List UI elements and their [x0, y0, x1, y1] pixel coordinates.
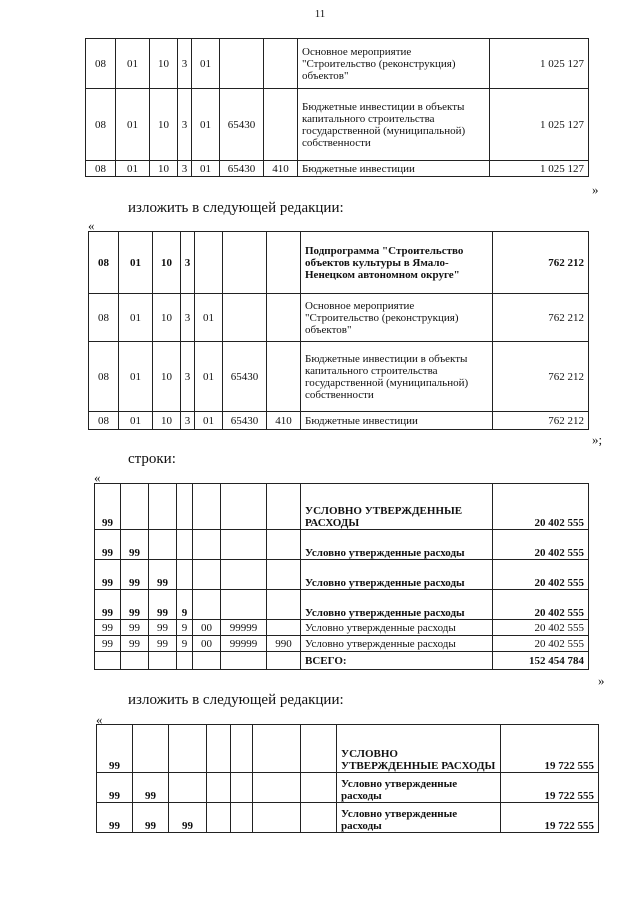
code-cell: 65430 [220, 89, 264, 161]
row-value: 19 722 555 [501, 773, 599, 803]
code-cell: 99 [95, 560, 121, 590]
code-cell: 99 [95, 590, 121, 620]
code-cell: 99 [97, 773, 133, 803]
row-value: 1 025 127 [490, 161, 589, 177]
code-cell: 01 [192, 39, 220, 89]
row-value: 762 212 [493, 412, 589, 430]
row-name: Условно утвержденные расходы [337, 803, 501, 833]
code-cell [195, 232, 223, 294]
code-cell [253, 773, 301, 803]
table-row [95, 620, 589, 636]
row-value: 1 025 127 [490, 89, 589, 161]
code-cell [253, 725, 301, 773]
page-number: 11 [314, 8, 326, 20]
table-row [89, 342, 589, 412]
code-cell: 01 [192, 89, 220, 161]
instruction-redaction-2: изложить в следующей редакции: [128, 692, 344, 708]
code-cell: 99 [121, 560, 149, 590]
code-cell [267, 294, 301, 342]
code-cell [133, 725, 169, 773]
code-cell: 99 [149, 636, 177, 652]
table-row [89, 294, 589, 342]
code-cell: 99 [121, 620, 149, 636]
row-value: 20 402 555 [493, 484, 589, 530]
instruction-redaction-1: изложить в следующей редакции: [128, 200, 344, 216]
code-cell: 99 [169, 803, 207, 833]
row-name: Условно утвержденные расходы [301, 560, 493, 590]
code-cell [149, 652, 177, 670]
code-cell: 410 [267, 412, 301, 430]
code-cell: 99 [121, 590, 149, 620]
code-cell: 3 [178, 89, 192, 161]
budget-table-new-conditional [96, 724, 599, 833]
table-row [95, 484, 589, 530]
code-cell [177, 652, 193, 670]
row-name: Условно утвержденные расходы [301, 620, 493, 636]
closing-quote: » [598, 673, 605, 688]
row-name: Условно утвержденные расходы [301, 590, 493, 620]
code-cell [169, 725, 207, 773]
code-cell: 410 [264, 161, 298, 177]
code-cell [221, 652, 267, 670]
code-cell [231, 803, 253, 833]
code-cell: 3 [181, 232, 195, 294]
code-cell [301, 803, 337, 833]
code-cell [207, 773, 231, 803]
row-value: 19 722 555 [501, 803, 599, 833]
code-cell [193, 652, 221, 670]
code-cell: 65430 [223, 342, 267, 412]
code-cell [301, 725, 337, 773]
table-row [89, 412, 589, 430]
code-cell: 08 [86, 39, 116, 89]
total-label: ВСЕГО: [301, 652, 493, 670]
row-name: Бюджетные инвестиции в объекты капитального строительства государственной (муниципальной) собственности [298, 89, 490, 161]
code-cell [231, 773, 253, 803]
budget-table-new-culture [88, 231, 589, 430]
code-cell: 9 [177, 636, 193, 652]
code-cell: 10 [150, 161, 178, 177]
code-cell [267, 530, 301, 560]
code-cell [301, 773, 337, 803]
row-name: Основное мероприятие "Строительство (реконструкция) объектов" [298, 39, 490, 89]
code-cell [264, 89, 298, 161]
code-cell: 10 [150, 39, 178, 89]
code-cell: 3 [178, 161, 192, 177]
row-name: Основное мероприятие "Строительство (реконструкция) объектов" [301, 294, 493, 342]
code-cell [121, 484, 149, 530]
code-cell [177, 484, 193, 530]
code-cell [95, 652, 121, 670]
code-cell: 99 [133, 803, 169, 833]
code-cell: 65430 [223, 412, 267, 430]
row-value: 762 212 [493, 342, 589, 412]
closing-quote-semicolon: »; [592, 432, 603, 447]
code-cell: 10 [153, 342, 181, 412]
table-row [97, 725, 599, 773]
code-cell: 01 [119, 232, 153, 294]
row-name: Бюджетные инвестиции в объекты капитального строительства государственной (муниципальной) собственности [301, 342, 493, 412]
row-value: 20 402 555 [493, 636, 589, 652]
code-cell [149, 484, 177, 530]
code-cell [169, 773, 207, 803]
code-cell [221, 560, 267, 590]
row-name: Бюджетные инвестиции [301, 412, 493, 430]
code-cell [267, 342, 301, 412]
code-cell [223, 232, 267, 294]
row-value: 20 402 555 [493, 560, 589, 590]
table-row [86, 89, 589, 161]
code-cell [221, 484, 267, 530]
row-name: Подпрограмма "Строительство объектов культуры в Ямало-Ненецком автономном округе" [301, 232, 493, 294]
opening-quote: « [96, 712, 103, 727]
code-cell: 99 [95, 484, 121, 530]
opening-quote: « [94, 470, 101, 485]
code-cell: 01 [119, 412, 153, 430]
code-cell: 99 [95, 620, 121, 636]
code-cell: 08 [89, 232, 119, 294]
instruction-lines: строки: [128, 451, 176, 467]
code-cell [177, 530, 193, 560]
table-row [95, 530, 589, 560]
row-name: УСЛОВНО УТВЕРЖДЕННЫЕ РАСХОДЫ [337, 725, 501, 773]
code-cell: 01 [119, 294, 153, 342]
code-cell: 08 [89, 342, 119, 412]
code-cell [267, 652, 301, 670]
code-cell [223, 294, 267, 342]
code-cell: 01 [195, 412, 223, 430]
row-value: 19 722 555 [501, 725, 599, 773]
code-cell: 99 [121, 636, 149, 652]
budget-table-old-culture [85, 38, 589, 177]
code-cell: 9 [177, 590, 193, 620]
code-cell: 3 [181, 412, 195, 430]
table-row-total [95, 652, 589, 670]
code-cell [221, 530, 267, 560]
row-name: Условно утвержденные расходы [337, 773, 501, 803]
code-cell: 01 [195, 342, 223, 412]
table-row [86, 39, 589, 89]
code-cell [193, 590, 221, 620]
code-cell [267, 590, 301, 620]
code-cell: 01 [116, 161, 150, 177]
code-cell: 99 [97, 803, 133, 833]
code-cell: 01 [192, 161, 220, 177]
code-cell: 99999 [221, 620, 267, 636]
code-cell: 01 [119, 342, 153, 412]
total-value: 152 454 784 [493, 652, 589, 670]
code-cell [231, 725, 253, 773]
code-cell [221, 590, 267, 620]
code-cell: 9 [177, 620, 193, 636]
code-cell: 00 [193, 620, 221, 636]
table-row [97, 803, 599, 833]
table-row [95, 636, 589, 652]
code-cell: 10 [153, 412, 181, 430]
code-cell [149, 530, 177, 560]
code-cell: 99999 [221, 636, 267, 652]
code-cell: 990 [267, 636, 301, 652]
table-row [95, 590, 589, 620]
code-cell: 3 [178, 39, 192, 89]
table-row [89, 232, 589, 294]
code-cell [267, 620, 301, 636]
closing-quote: » [592, 182, 599, 197]
code-cell: 99 [95, 530, 121, 560]
code-cell: 01 [116, 89, 150, 161]
budget-table-old-conditional [94, 483, 589, 670]
table-row [97, 773, 599, 803]
row-value: 762 212 [493, 294, 589, 342]
code-cell: 99 [121, 530, 149, 560]
row-name: Условно утвержденные расходы [301, 636, 493, 652]
code-cell: 3 [181, 342, 195, 412]
code-cell [267, 560, 301, 590]
row-value: 20 402 555 [493, 620, 589, 636]
code-cell [207, 803, 231, 833]
row-value: 762 212 [493, 232, 589, 294]
code-cell: 10 [153, 232, 181, 294]
row-name: Условно утвержденные расходы [301, 530, 493, 560]
code-cell: 99 [149, 590, 177, 620]
code-cell [267, 232, 301, 294]
code-cell: 08 [89, 294, 119, 342]
table-row [86, 161, 589, 177]
code-cell [177, 560, 193, 590]
row-value: 20 402 555 [493, 590, 589, 620]
code-cell: 99 [97, 725, 133, 773]
code-cell [121, 652, 149, 670]
code-cell: 10 [153, 294, 181, 342]
code-cell [264, 39, 298, 89]
code-cell: 10 [150, 89, 178, 161]
code-cell: 01 [195, 294, 223, 342]
code-cell: 99 [149, 560, 177, 590]
row-name: Бюджетные инвестиции [298, 161, 490, 177]
code-cell: 08 [89, 412, 119, 430]
row-value: 20 402 555 [493, 530, 589, 560]
code-cell: 65430 [220, 161, 264, 177]
code-cell: 3 [181, 294, 195, 342]
row-value: 1 025 127 [490, 39, 589, 89]
code-cell [193, 530, 221, 560]
code-cell [267, 484, 301, 530]
code-cell [253, 803, 301, 833]
code-cell: 99 [95, 636, 121, 652]
row-name: УСЛОВНО УТВЕРЖДЕННЫЕ РАСХОДЫ [301, 484, 493, 530]
code-cell [193, 484, 221, 530]
code-cell [220, 39, 264, 89]
code-cell: 99 [149, 620, 177, 636]
code-cell: 08 [86, 161, 116, 177]
opening-quote: « [88, 218, 95, 233]
code-cell: 99 [133, 773, 169, 803]
table-row [95, 560, 589, 590]
code-cell: 01 [116, 39, 150, 89]
code-cell: 00 [193, 636, 221, 652]
code-cell: 08 [86, 89, 116, 161]
code-cell [207, 725, 231, 773]
code-cell [193, 560, 221, 590]
